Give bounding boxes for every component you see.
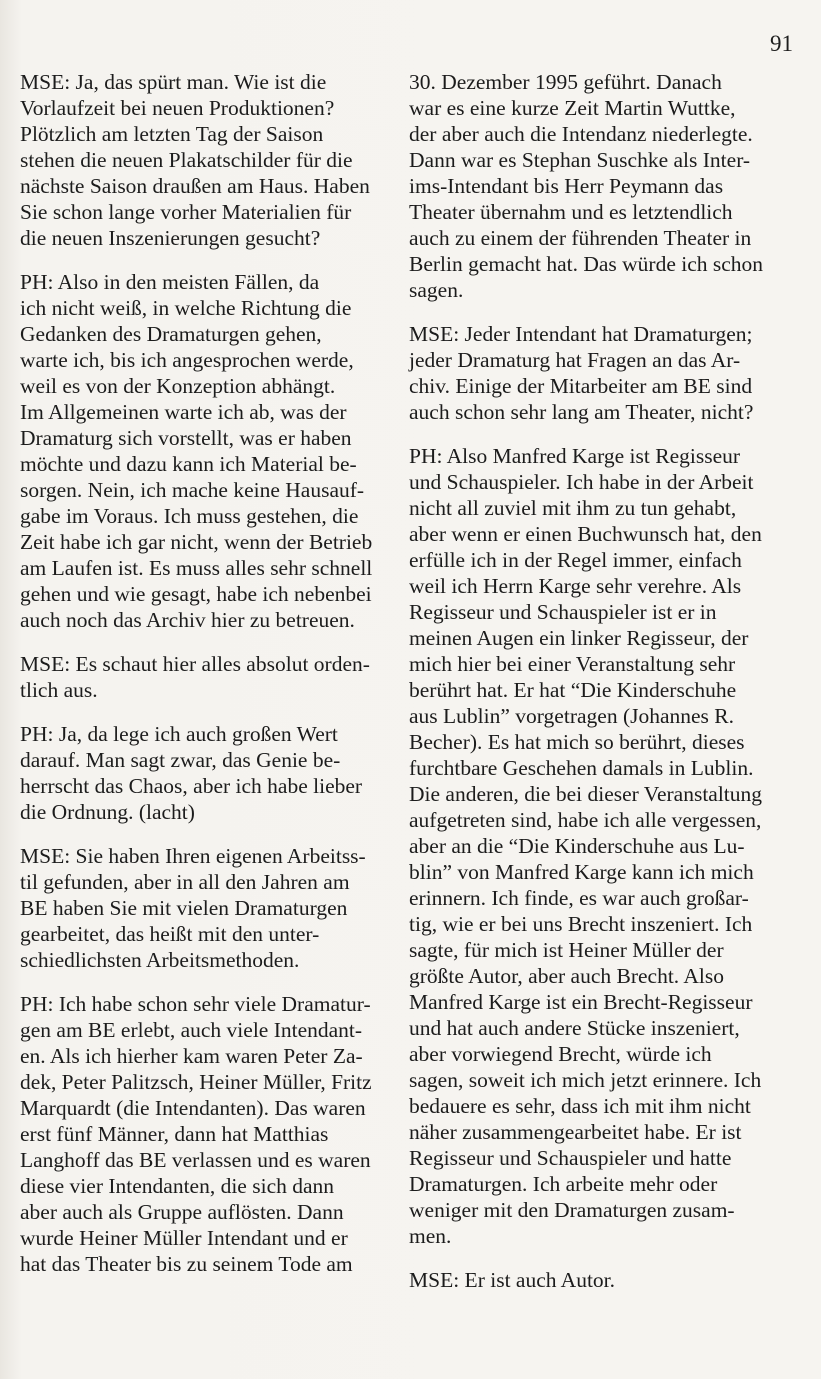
text-line: und hat auch andere Stücke inszeniert, <box>409 1016 740 1040</box>
paragraph <box>20 269 372 633</box>
text-line: stehen die neuen Plakatschilder für die <box>20 148 353 172</box>
text-line: men. <box>409 1224 452 1248</box>
text-line: Vorlaufzeit bei neuen Produktionen? <box>20 96 335 120</box>
paragraph <box>409 1267 769 1293</box>
text-line: gehen und wie gesagt, habe ich nebenbei <box>20 582 372 606</box>
text-line: aber vorwiegend Brecht, würde ich <box>409 1042 712 1066</box>
text-line: Sie schon lange vorher Materialien für <box>20 200 352 224</box>
paragraph <box>20 991 372 1277</box>
text-line: furchtbare Geschehen damals in Lublin. <box>409 756 754 780</box>
text-line: aber an die “Die Kinderschuhe aus Lu- <box>409 834 745 858</box>
text-line: diese vier Intendanten, die sich dann <box>20 1174 335 1198</box>
text-line: blin” von Manfred Karge kann ich mich <box>409 860 754 884</box>
right-column <box>409 69 769 1311</box>
text-line: PH: Also Manfred Karge ist Regisseur <box>409 444 741 468</box>
text-line: nächste Saison draußen am Haus. Haben <box>20 174 370 198</box>
paragraph <box>20 721 372 825</box>
text-line: auch noch das Archiv hier zu betreuen. <box>20 608 355 632</box>
text-line: en. Als ich hierher kam waren Peter Za- <box>20 1044 363 1068</box>
text-line: ich nicht weiß, in welche Richtung die <box>20 296 352 320</box>
text-line: tlich aus. <box>20 678 98 702</box>
text-line: näher zusammengearbeitet habe. Er ist <box>409 1120 742 1144</box>
text-line: nicht all zuviel mit ihm zu tun gehabt, <box>409 496 737 520</box>
text-line: 30. Dezember 1995 geführt. Danach <box>409 70 722 94</box>
text-line: sagte, für mich ist Heiner Müller der <box>409 938 724 962</box>
text-line: Dramaturgen. Ich arbeite mehr oder <box>409 1172 718 1196</box>
paragraph <box>20 651 372 703</box>
text-line: schiedlichsten Arbeitsmethoden. <box>20 948 300 972</box>
text-line: Dramaturg sich vorstellt, was er haben <box>20 426 352 450</box>
text-line: erst fünf Männer, dann hat Matthias <box>20 1122 329 1146</box>
text-line: erfülle ich in der Regel immer, einfach <box>409 548 742 572</box>
text-line: Dann war es Stephan Suschke als Inter- <box>409 148 751 172</box>
text-line: aus Lublin” vorgetragen (Johannes R. <box>409 704 735 728</box>
text-line: jeder Dramaturg hat Fragen an das Ar- <box>409 348 741 372</box>
text-line: gearbeitet, das heißt mit den unter- <box>20 922 320 946</box>
text-line: erinnern. Ich finde, es war auch großar- <box>409 886 749 910</box>
text-line: und Schauspieler. Ich habe in der Arbeit <box>409 470 754 494</box>
paragraph <box>409 443 769 1249</box>
text-line: Berlin gemacht hat. Das würde ich schon <box>409 252 764 276</box>
text-line: Regisseur und Schauspieler und hatte <box>409 1146 732 1170</box>
text-line: Plötzlich am letzten Tag der Saison <box>20 122 324 146</box>
text-line: PH: Also in den meisten Fällen, da <box>20 270 320 294</box>
paragraph <box>20 69 372 251</box>
text-line: warte ich, bis ich angesprochen werde, <box>20 348 354 372</box>
text-line: herrscht das Chaos, aber ich habe lieber <box>20 774 363 798</box>
text-line: aufgetreten sind, habe ich alle vergessen, <box>409 808 762 832</box>
text-line: gen am BE erlebt, auch viele Intendant- <box>20 1018 363 1042</box>
text-line: sagen, soweit ich mich jetzt erinnere. Ich <box>409 1068 762 1092</box>
text-line: Theater übernahm und es letztendlich <box>409 200 733 224</box>
text-line: dek, Peter Palitzsch, Heiner Müller, Fritz <box>20 1070 372 1094</box>
paragraph <box>20 843 372 973</box>
text-line: MSE: Ja, das spürt man. Wie ist die <box>20 70 327 94</box>
text-line: wurde Heiner Müller Intendant und er <box>20 1226 348 1250</box>
paragraph <box>409 321 769 425</box>
paragraph <box>409 69 769 303</box>
text-line: MSE: Es schaut hier alles absolut orden- <box>20 652 370 676</box>
text-line: war es eine kurze Zeit Martin Wuttke, <box>409 96 736 120</box>
text-line: MSE: Jeder Intendant hat Dramaturgen; <box>409 322 753 346</box>
text-line: Langhoff das BE verlassen und es waren <box>20 1148 371 1172</box>
text-line: meinen Augen ein linker Regisseur, der <box>409 626 749 650</box>
text-line: hat das Theater bis zu seinem Tode am <box>20 1252 353 1276</box>
text-line: chiv. Einige der Mitarbeiter am BE sind <box>409 374 753 398</box>
text-line: die Ordnung. (lacht) <box>20 800 195 824</box>
text-line: ims-Intendant bis Herr Peymann das <box>409 174 724 198</box>
text-line: die neuen Inszenierungen gesucht? <box>20 226 321 250</box>
text-line: Im Allgemeinen warte ich ab, was der <box>20 400 347 424</box>
text-line: Marquardt (die Intendanten). Das waren <box>20 1096 366 1120</box>
text-line: sagen. <box>409 278 464 302</box>
text-line: Becher). Es hat mich so berührt, dieses <box>409 730 745 754</box>
text-line: Die anderen, die bei dieser Veranstaltung <box>409 782 763 806</box>
text-line: BE haben Sie mit vielen Dramaturgen <box>20 896 348 920</box>
text-line: größte Autor, aber auch Brecht. Also <box>409 964 724 988</box>
text-line: weil es von der Konzeption abhängt. <box>20 374 336 398</box>
text-line: MSE: Sie haben Ihren eigenen Arbeitss- <box>20 844 366 868</box>
text-line: Gedanken des Dramaturgen gehen, <box>20 322 322 346</box>
text-line: darauf. Man sagt zwar, das Genie be- <box>20 748 341 772</box>
text-line: weniger mit den Dramaturgen zusam- <box>409 1198 735 1222</box>
text-line: auch schon sehr lang am Theater, nicht? <box>409 400 754 424</box>
left-column <box>20 69 372 1295</box>
text-line: gabe im Voraus. Ich muss gestehen, die <box>20 504 359 528</box>
text-line: aber auch als Gruppe auflösten. Dann <box>20 1200 344 1224</box>
text-line: MSE: Er ist auch Autor. <box>409 1268 616 1292</box>
text-line: auch zu einem der führenden Theater in <box>409 226 752 250</box>
text-line: am Laufen ist. Es muss alles sehr schnell <box>20 556 373 580</box>
text-line: Zeit habe ich gar nicht, wenn der Betrieb <box>20 530 373 554</box>
text-line: berührt hat. Er hat “Die Kinderschuhe <box>409 678 737 702</box>
text-line: Regisseur und Schauspieler ist er in <box>409 600 717 624</box>
text-line: PH: Ja, da lege ich auch großen Wert <box>20 722 338 746</box>
text-line: mich hier bei einer Veranstaltung sehr <box>409 652 736 676</box>
text-line: til gefunden, aber in all den Jahren am <box>20 870 350 894</box>
text-line: bedauere es sehr, dass ich mit ihm nicht <box>409 1094 751 1118</box>
text-line: der aber auch die Intendanz niederlegte. <box>409 122 753 146</box>
text-line: möchte und dazu kann ich Material be- <box>20 452 357 476</box>
text-line: Manfred Karge ist ein Brecht-Regisseur <box>409 990 753 1014</box>
text-line: weil ich Herrn Karge sehr verehre. Als <box>409 574 742 598</box>
page-number: 91 <box>770 31 793 56</box>
text-line: sorgen. Nein, ich mache keine Hausauf- <box>20 478 365 502</box>
text-line: aber wenn er einen Buchwunsch hat, den <box>409 522 762 546</box>
text-line: PH: Ich habe schon sehr viele Dramatur- <box>20 992 371 1016</box>
text-line: tig, wie er bei uns Brecht inszeniert. Ich <box>409 912 753 936</box>
